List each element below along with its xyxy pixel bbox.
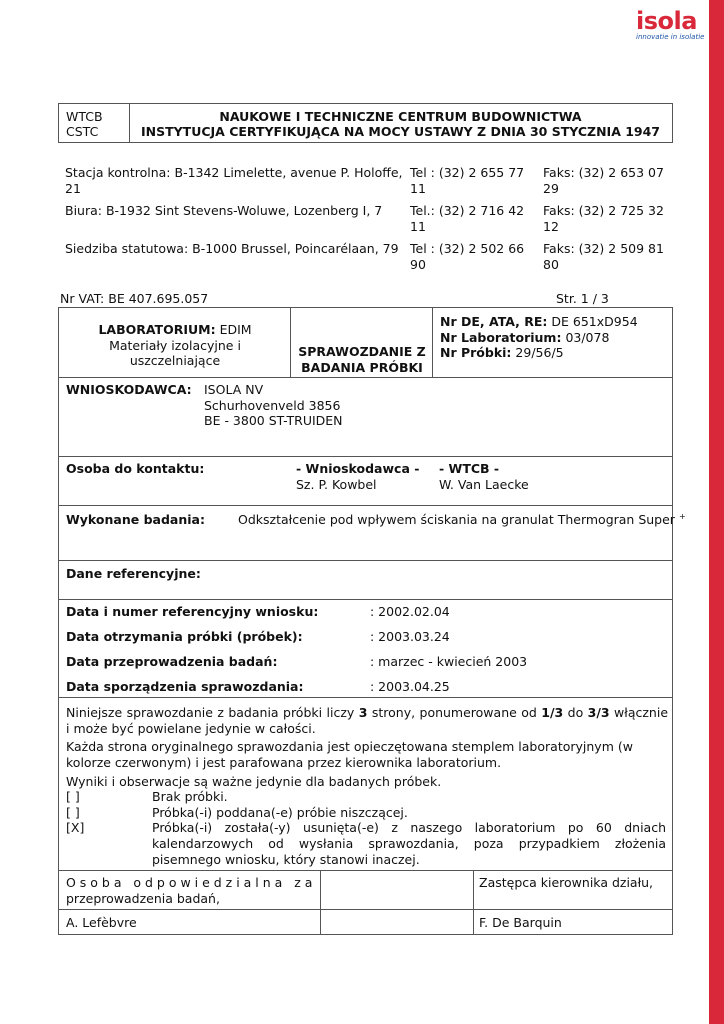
nr-lab-label: Nr Laboratorium: (440, 329, 562, 345)
header-box (58, 103, 673, 143)
tests-label: Wykonane badania: (66, 512, 205, 527)
report-title-1: SPRAWOZDANIE Z (298, 344, 426, 359)
lab-line2: Materiały izolacyjne i (109, 337, 241, 353)
lab-name: EDIM (219, 322, 252, 337)
responsible-label-1: O s o b a o d p o w i e d z i a l n a z a (66, 875, 313, 890)
applicant-line2: Schurhovenveld 3856 (204, 397, 341, 413)
contact-applicant-name: Sz. P. Kowbel (296, 476, 377, 492)
nr-de-value: DE 651xD954 (551, 314, 638, 329)
address-office-fax: Faks: (32) 2 725 32 12 (543, 203, 664, 234)
page-number: Str. 1 / 3 (556, 291, 609, 306)
note-validity: Wyniki i obserwacje są ważne jedynie dla badanych próbek. (66, 773, 442, 789)
contact-applicant-heading: - Wnioskodawca - (296, 461, 420, 476)
address-seat-tel: Tel : (32) 2 502 66 90 (410, 241, 525, 272)
report-title (292, 344, 432, 375)
report-title-2: BADANIA PRÓBKI (301, 359, 423, 375)
note-option-1 (66, 789, 668, 805)
note-pages: Niniejsze sprawozdanie z badania próbki liczy 3 strony, ponumerowane od 1/3 do 3/3 włącznie i może być powielane jedynie w całości. (66, 705, 669, 736)
option-2-text: Próbka(-i) poddana(-e) próbie niszczącej. (152, 804, 408, 820)
nr-probki-value: 29/56/5 (515, 345, 564, 361)
responsible-label-2: przeprowadzenia badań, (66, 890, 220, 906)
note-option-3 (66, 820, 668, 865)
lab-block (62, 322, 288, 369)
tests-description: Odkształcenie pod wpływem ściskania na granulat Thermogran Super (238, 512, 675, 528)
signature-deputy-name: F. De Barquin (479, 915, 562, 930)
header-code-cstc: CSTC (66, 124, 99, 139)
isola-logo (636, 8, 704, 42)
date-report-label: Data sporządzenia sprawozdania: (66, 679, 304, 694)
nr-de-label: Nr DE, ATA, RE: (440, 314, 548, 329)
address-station-fax: Faks: (32) 2 653 07 29 (543, 165, 664, 196)
vat-number: Nr VAT: BE 407.695.057 (60, 291, 209, 306)
contact-wtcb-heading: - WTCB - (439, 461, 500, 476)
applicant-address (204, 382, 343, 429)
date-request-label: Data i numer referencyjny wniosku: (66, 604, 319, 619)
address-seat-fax: Faks: (32) 2 509 81 80 (543, 241, 664, 272)
signature-responsible-name: A. Lefèbvre (66, 915, 137, 930)
nr-probki-label: Nr Próbki: (440, 345, 512, 361)
applicant-label: WNIOSKODAWCA: (66, 382, 192, 397)
contact-label: Osoba do kontaktu: (66, 461, 205, 476)
lab-numbers (440, 314, 670, 361)
lab-label: LABORATORIUM: (98, 322, 216, 337)
date-report-value: : 2003.04.25 (370, 679, 450, 694)
applicant-line1: ISOLA NV (204, 382, 264, 397)
signature-deputy-label: Zastępca kierownika działu, (479, 875, 654, 890)
address-station: Stacja kontrolna: B-1342 Limelette, avenue P. Holoffe, 21 (65, 165, 403, 196)
address-station-tel: Tel : (32) 2 655 77 11 (410, 165, 525, 196)
option-1-checkbox: [ ] (66, 789, 80, 805)
header-title-2: INSTYTUCJA CERTYFIKUJĄCA NA MOCY USTAWY Z DNIA 30 STYCZNIA 1947 (140, 124, 661, 139)
date-request-value: : 2002.02.04 (370, 604, 450, 619)
address-office-tel: Tel.: (32) 2 716 42 11 (410, 203, 525, 234)
lab-line3: uszczelniające (129, 353, 221, 369)
nr-lab-value: 03/078 (565, 329, 610, 345)
date-received-value: : 2003.03.24 (370, 629, 450, 644)
logo-wordmark: isola (636, 7, 697, 35)
notes-block (66, 705, 668, 865)
contact-wtcb (439, 461, 529, 492)
address-seat: Siedziba statutowa: B-1000 Brussel, Poincarélaan, 79 (65, 241, 399, 256)
date-tested-value: : marzec - kwiecień 2003 (370, 654, 528, 669)
note-option-2 (66, 805, 668, 821)
address-office: Biura: B-1932 Sint Stevens-Woluwe, Lozenberg I, 7 (65, 203, 383, 218)
date-received-label: Data otrzymania próbki (próbek): (66, 629, 303, 644)
logo-tagline: innovatie in isolatie (636, 33, 705, 41)
applicant-line3: BE - 3800 ST-TRUIDEN (204, 413, 343, 429)
header-code-wtcb: WTCB (66, 109, 103, 124)
note-stamp: Każda strona oryginalnego sprawozdania jest opieczętowana stemplem laboratoryjnym (w kolorze czerwonym) i jest parafowana przez kierownika laboratorium. (66, 739, 633, 770)
option-3-text: Próbka(-i) została(-y) usunięta(-e) z naszego laboratorium po 60 dniach kalendarzowych od wysłania sprawozdania, poza przypadkiem złożenia pisemnego wniosku, który stanowi inaczej. (152, 820, 666, 867)
contact-applicant (296, 461, 419, 492)
option-2-checkbox: [ ] (66, 804, 80, 820)
header-title-1: NAUKOWE I TECHNICZNE CENTRUM BUDOWNICTWA (219, 109, 582, 124)
reference-label: Dane referencyjne: (66, 566, 201, 581)
option-3-checkbox: [X] (66, 820, 85, 836)
date-tested-label: Data przeprowadzenia badań: (66, 654, 278, 669)
red-edge-bar (709, 0, 724, 1024)
option-1-text: Brak próbki. (152, 789, 228, 805)
tests-superscript: + (678, 512, 686, 521)
contact-wtcb-name: W. Van Laecke (439, 476, 529, 492)
signature-responsible-label (66, 875, 316, 906)
tests-value (238, 512, 686, 528)
